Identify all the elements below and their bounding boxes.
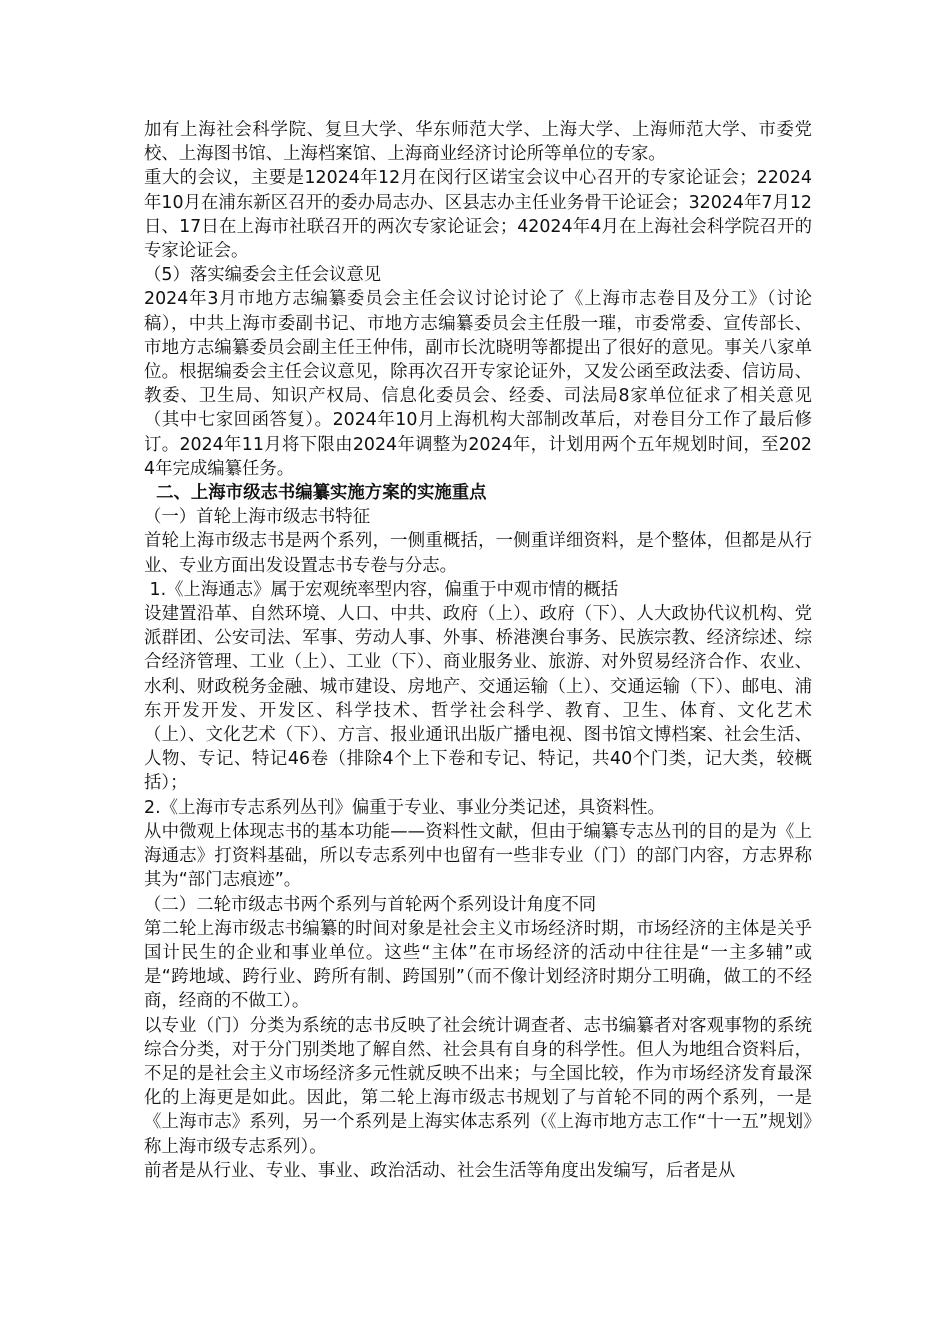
paragraph-classification: 以专业（门）分类为系统的志书反映了社会统计调查者、志书编纂者对客观事物的系统综合分类，对于分门别类地了解自然、社会具有自身的科学性。但人为地组合资料后，不足的是社会主义市场经济多元性就反映不出来；与全国比较，作为市场经济发育最深化的上海更是如此。因此，第二轮上海市级志书规划了与首轮不同的两个系列，一是《上海市志》系列，另一个系列是上海实体志系列（《上海市地方志工作“十一五”规划》称上海市级专志系列）。 bbox=[144, 1015, 812, 1157]
paragraph-first-round-series: 首轮上海市级志书是两个系列，一侧重概括，一侧重详细资料，是个整体，但都是从行业、专业方面出发设置志书专卷与分志。 bbox=[144, 531, 812, 576]
item-shanghai-tongzhi: 1.《上海通志》属于宏观统率型内容，偏重于中观市情的概括 bbox=[144, 579, 619, 600]
subheading-second-round: （二）二轮市级志书两个系列与首轮两个系列设计角度不同 bbox=[144, 894, 597, 915]
paragraph-committee-meeting: 2024年3月市地方志编纂委员会主任会议讨论讨论了《上海市志卷目及分工》（讨论稿），中共上海市委副书记、市地方志编纂委员会主任殷一璀，市委常委、宣传部长、市地方志编纂委员会副主任王仲伟，副市长沈晓明等都提出了很好的意见。事关八家单位。根据编委会主任会议意见，除再次召开专家论证外，又发公函至政法委、信访局、教委、卫生局、知识产权局、信息化委员会、经委、司法局8家单位征求了相关意见（其中七家回函答复）。2024年10月上海机构大部制改革后，对卷目分工作了最后修订。2024年11月将下限由2024年调整为2024年，计划用两个五年规划时间，至2024年完成编纂任务。 bbox=[144, 289, 812, 479]
document-page bbox=[144, 118, 812, 1183]
section-heading-two: 二、上海市级志书编纂实施方案的实施重点 bbox=[144, 483, 487, 504]
paragraph-market-economy: 第二轮上海市级志书编纂的时间对象是社会主义市场经济时期，市场经济的主体是关乎国计民生的企业和事业单位。这些“主体”在市场经济的活动中往往是“一主多辅”或是“跨地域、跨行业、跨所有制、跨国别”（而不像计划经济时期分工明确，做工的不经商，经商的不做工）。 bbox=[144, 918, 812, 1012]
paragraph-former-latter: 前者是从行业、专业、事业、政治活动、社会生活等角度出发编写，后者是从 bbox=[144, 1160, 736, 1181]
paragraph-experts: 加有上海社会科学院、复旦大学、华东师范大学、上海大学、上海师范大学、市委党校、上海图书馆、上海档案馆、上海商业经济讨论所等单位的专家。 bbox=[144, 120, 812, 165]
paragraph-volume-list: 设建置沿革、自然环境、人口、中共、政府（上）、政府（下）、人大政协代议机构、党派群团、公安司法、军事、劳动人事、外事、桥港澳台事务、民族宗教、经济综述、综合经济管理、工业（上）、工业（下）、商业服务业、旅游、对外贸易经济合作、农业、水利、财政税务金融、城市建设、房地产、交通运输（上）、交通运输（下）、邮电、浦东开发开发、开发区、科学技术、哲学社会科学、教育、卫生、体育、文化艺术（上）、文化艺术（下）、方言、报业通讯出版广播电视、图书馆文博档案、社会生活、人物、专记、特记46卷（排除4个上下卷和专记、特记，共40个门类，记大类，较概括）； bbox=[144, 604, 812, 794]
paragraph-documentary-function: 从中微观上体现志书的基本功能——资料性文献，但由于编纂专志丛刊的目的是为《上海通志》打资料基础，所以专志系列中也留有一些非专业（门）的部门内容，方志界称其为“部门志痕迹”。 bbox=[144, 821, 812, 891]
subheading-first-round-features: （一）首轮上海市级志书特征 bbox=[144, 507, 371, 528]
item-special-series: 2.《上海市专志系列丛刊》偏重于专业、事业分类记述，具资料性。 bbox=[144, 797, 665, 818]
subheading-committee-opinions: （5）落实编委会主任会议意见 bbox=[144, 265, 382, 286]
paragraph-meetings: 重大的会议，主要是12024年12月在闵行区诺宝会议中心召开的专家论证会；22024年10月在浦东新区召开的委办局志办、区县志办主任业务骨干论证会；32024年7月12日、17日在上海市社联召开的两次专家论证会；42024年4月在上海社会科学院召开的专家论证会。 bbox=[144, 168, 812, 262]
